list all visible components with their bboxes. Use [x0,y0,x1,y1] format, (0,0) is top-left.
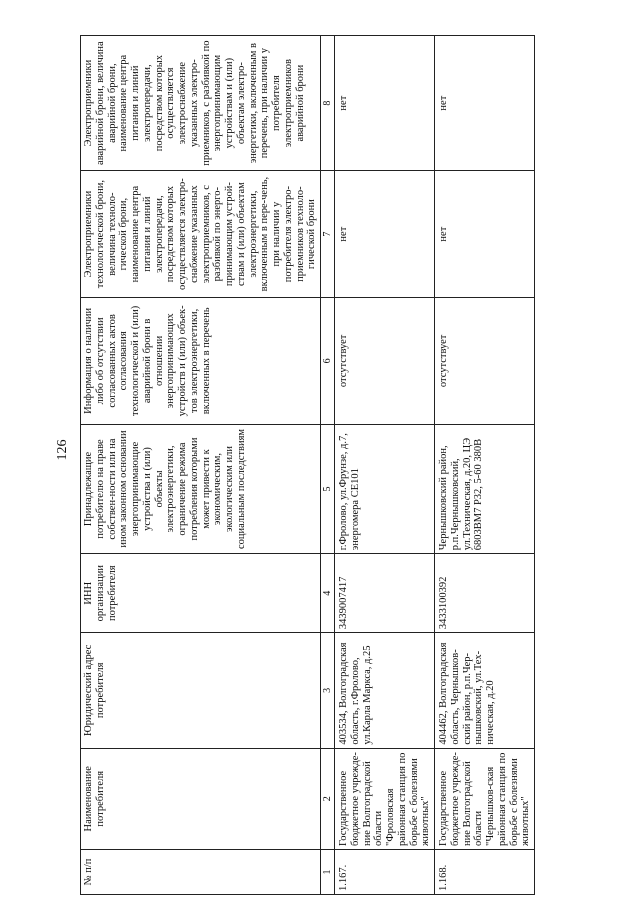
column-number: 1 [321,849,335,894]
header-acts: Информация о наличии либо об отсутствии согласованных актов согласования технологической и (или) аварийной брони в отношении энергопринимающих устройств и (или) объек-тов электроэнергетики, включенных в перечень [81,297,321,424]
header-tech-reserve: Электроприемники технологической брони, величина техноло-гической брони, наименование центра питания и линий электропередачи, посредством которых осуществляется электро-снабжение указанных электроприемников, с разбивкой по энерго-принимающим устрой-ствам и (или) объектам электроэнергетики, включенным в пере-чень, при наличии у потребителя электро-приемников техноло-гической брони [81,171,321,298]
header-devices: Принадлежащие потребителю на праве собствен-ности или на ином законном основании энергопринимающие устройства и (или) объекты электроэнергетики, ограничение режима потребления которыми может привести к экономическим, экологическим или социальным последствиям [81,424,321,554]
row-name: Государственное бюджетное учрежде-ние Волгоградской области "Фроловская районная станция по борьбе с болезнями животных" [335,748,435,849]
header-row [81,36,321,895]
header-address: Юридический адрес потребителя [81,633,321,748]
row-address: 403534, Волгоградская область, г.Фролово, ул.Карла Маркса, д.25 [335,633,435,748]
header-emergency-reserve: Электроприемники аварийной брони, величина аварийной брони, наименование центра питания и линий электропередачи, посредством которых осуществляется электроснабжение указанных электро-приемников, с разбивкой по энергопринимающим устройствам и (или) объектам электро-энергетики, включенным в перечень, при наличии у потребителя электроприемников аварийной брони [81,36,321,171]
row-name: Государственное бюджетное учрежде-ние Волгоградской области "Чернышков-ская районная станция по борьбе с болезнями животных" [435,748,535,849]
row-inn: 3439007417 [335,554,435,633]
row-tech-reserve: нет [435,171,535,298]
row-emergency-reserve: нет [435,36,535,171]
column-number: 4 [321,554,335,633]
row-devices: г.Фролово, ул.Фрунзе, д.7, энергомера CE101 [335,424,435,554]
rotated-table-container [80,35,540,895]
row-acts: отсутствует [335,297,435,424]
table-row [335,36,435,895]
table-row [435,36,535,895]
row-devices: Чернышковский район, р.п.Чернышковский, ул.Техническая, д.20, ЦЭ 6803ВМ7 Р32, 5-60 380В [435,424,535,554]
row-num: 1.167. [335,849,435,894]
page-number: 126 [55,439,70,461]
row-inn: 3433100392 [435,554,535,633]
consumers-table [80,35,535,895]
row-num: 1.168. [435,849,535,894]
header-inn: ИНН организации потребителя [81,554,321,633]
column-number: 7 [321,171,335,298]
row-address: 404462, Волгоградская область, Чернышков-ский район, р.п.Чер-нышковский, ул.Тех-ническая, д.20 [435,633,535,748]
row-emergency-reserve: нет [335,36,435,171]
column-number: 2 [321,748,335,849]
column-number: 8 [321,36,335,171]
header-num: № п/п [81,849,321,894]
row-tech-reserve: нет [335,171,435,298]
column-number-row [321,36,335,895]
column-number: 5 [321,424,335,554]
column-number: 6 [321,297,335,424]
header-name: Наименование потребителя [81,748,321,849]
row-acts: отсутствует [435,297,535,424]
column-number: 3 [321,633,335,748]
